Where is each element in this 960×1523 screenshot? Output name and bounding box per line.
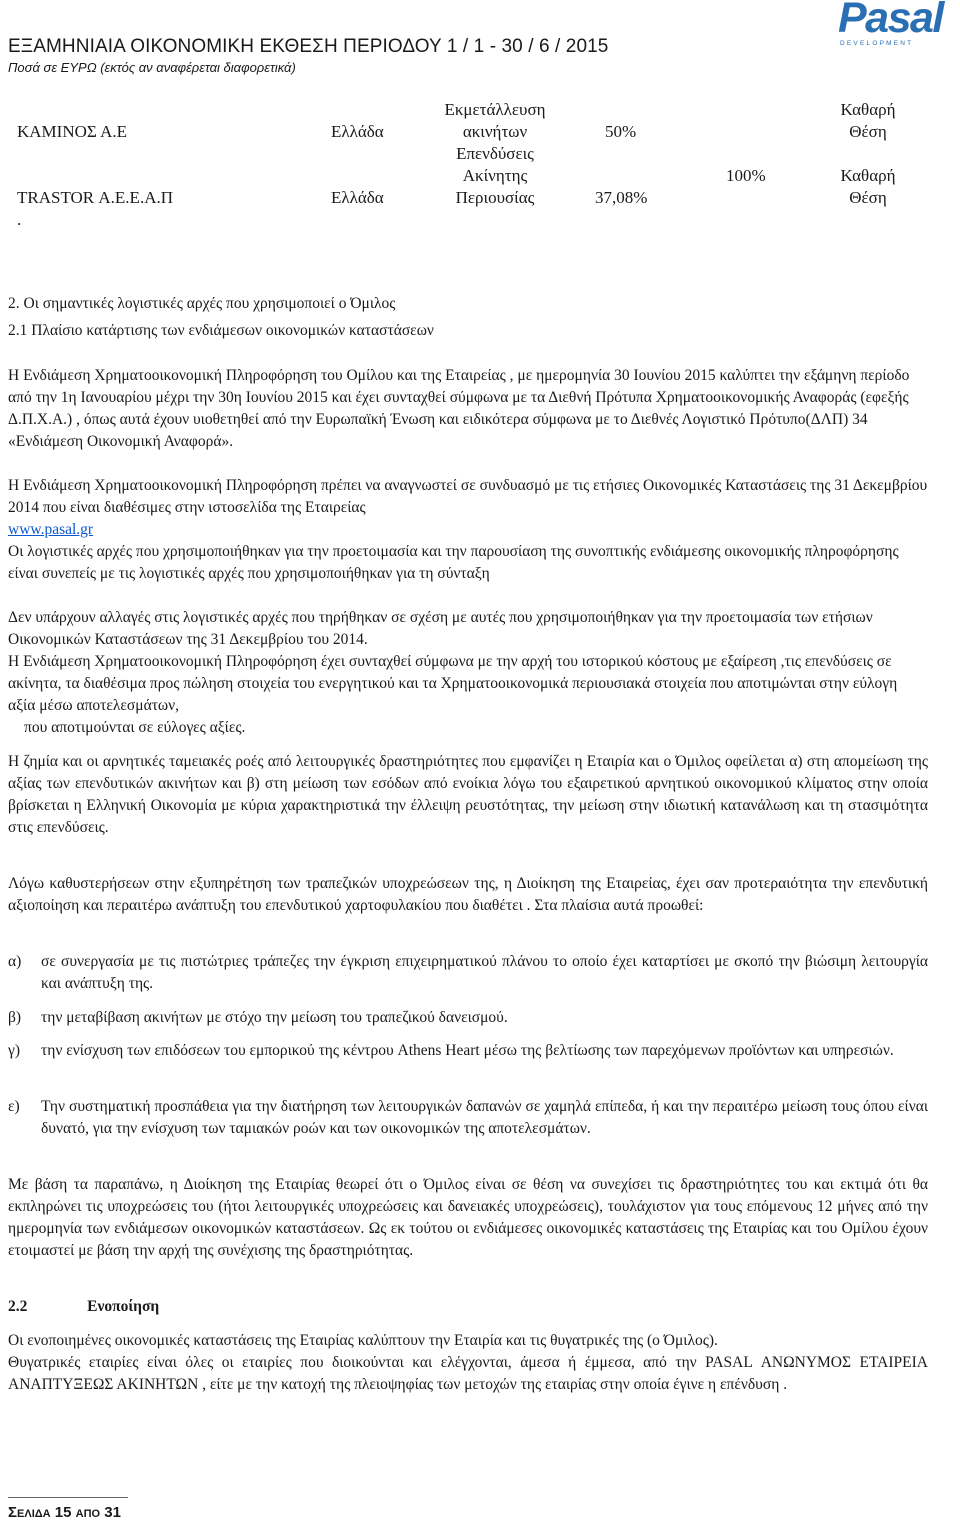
table-cell-activity: Εκμετάλλευση (444, 100, 546, 119)
paragraph-reading-note (8, 475, 928, 541)
report-subtitle: Ποσά σε ΕΥΡΩ (εκτός αν αναφέρεται διαφορετικά) (8, 60, 296, 75)
paragraph-no-changes: Δεν υπάρχουν αλλαγές στις λογιστικές αρχές που τηρήθηκαν σε σχέση με αυτές που χρησιμοποιήθηκαν για την προετοιμασία των ετήσιων Οικονομικών Καταστάσεων της 31 Δεκεμβρίου του 2014. (8, 609, 873, 648)
paragraph-historic-cost-cont: που αποτιμούνται σε εύλογες αξίες. (24, 719, 246, 736)
paragraph-subsidiaries: Θυγατρικές εταιρίες είναι όλες οι εταιρίες που διοικούνται και ελέγχονται, άμεσα ή έμμεσα, από την PASAL ΑΝΩΝΥΜΟΣ ΕΤΑΙΡΕΙΑ ΑΝΑΠΤΥΞΕΩΣ ΑΚΙΝΗΤΩΝ , είτε με την κατοχή της πλειοψηφίας των μετοχών της εταιρίας στην οποία έγινε η επένδυση . (8, 1354, 928, 1393)
list-text: Την συστηματική προσπάθεια για την διατήρηση των λειτουργικών δαπανών σε χαμηλά επίπεδα, ή και την περαιτέρω μείωση τους όπου είναι δυνατό, για την ενίσχυση των ταμιακών ροών και των οικονομικών της αποτελεσμάτων. (41, 1098, 928, 1137)
footer-page-number: 15 (54, 1504, 72, 1521)
footer-word-of: ΑΠΟ (75, 1508, 101, 1520)
paragraph-delays: Λόγω καθυστερήσεων στην εξυπηρέτηση των τραπεζικών υποχρεώσεων της, η Διοίκηση της Εταιρείας, έχει σαν προτεραιότητα την επενδυτική αξιοποίηση και περαιτέρω ανάπτυξη του επενδυτικού χαρτοφυλακίου που διαθέτει . Στα πλαίσια αυτά προωθεί: (8, 875, 928, 914)
table-cell-percent: 37,08% (595, 188, 648, 207)
table-cell-activity: Περιουσίας (455, 188, 535, 207)
table-cell-method: Καθαρή (840, 166, 896, 185)
pasal-logo (838, 0, 943, 52)
footer-total-pages: 31 (104, 1504, 121, 1521)
list-text: την ενίσχυση των επιδόσεων του εμπορικού της κέντρου Athens Heart μέσω της βελτίωσης των παρεχόμενων προϊόντων και υπηρεσιών. (41, 1042, 894, 1059)
footer-word-page: ΕΛΙΔΑ (17, 1508, 51, 1520)
report-title: ΕΞΑΜΗΝΙΑΙΑ ΟΙΚΟΝΟΜΙΚΗ ΕΚΘΕΣΗ ΠΕΡΙΟΔΟΥ 1 / 1 - 30 / 6 / 2015 (8, 36, 609, 57)
paragraph-text: Η Ενδιάμεση Χρηματοοικονομική Πληροφόρηση πρέπει να αναγνωστεί σε συνδυασμό με τις ετήσιες Οικονομικές Καταστάσεις της 31 Δεκεμβρίου 2014 που είναι διαθέσιμες στην ιστοσελίδα της Εταιρείας (8, 477, 928, 516)
list-marker: β) (8, 1009, 22, 1026)
paragraph-interim-info: Η Ενδιάμεση Χρηματοοικονομική Πληροφόρηση του Ομίλου και της Εταιρείας , με ημερομηνία 30 Ιουνίου 2015 καλύπτει την εξάμηνη περίοδο από την 1η Ιανουαρίου μέχρι την 30η Ιουνίου 2015 και έχει συνταχθεί σύμφωνα με τα Διεθνή Πρότυπα Χρηματοοικονομικής Αναφοράς (εφεξής Δ.Π.Χ.Α.) , όπως αυτά έχουν υιοθετηθεί από την Ευρωπαϊκή Ένωση και ειδικότερα σύμφωνα με το Διεθνές Λογιστικό Πρότυπο(ΔΛΠ) 34 «Ενδιάμεση Οικονομική Αναφορά». (8, 367, 910, 450)
page-footer (8, 1504, 121, 1521)
paragraph-historic-cost: Η Ενδιάμεση Χρηματοοικονομική Πληροφόρηση έχει συνταχθεί σύμφωνα με την αρχή του ιστορικού κόστους με εξαίρεση ,τις επενδύσεις σε ακίνητα, τα διαθέσιμα προς πώληση στοιχεία του ενεργητικού και τα Χρηματοοικονομικά περιουσιακά στοιχεία που αποτιμώνται στην εύλογη αξία μέσω αποτελεσμάτων, (8, 653, 898, 714)
logo-wordmark: Pasal (838, 0, 943, 42)
paragraph-accounting-policies: Οι λογιστικές αρχές που χρησιμοποιήθηκαν για την προετοιμασία και την παρουσίαση της συνοπτικής ενδιάμεσης οικονομικής πληροφόρησης είναι συνεπείς με τις λογιστικές αρχές που χρησιμοποιήθηκαν για τη σύνταξη (8, 543, 899, 582)
list-marker: ε) (8, 1098, 20, 1115)
paragraph-going-concern: Με βάση τα παραπάνω, η Διοίκηση της Εταιρίας θεωρεί ότι ο Όμιλος είναι σε θέση να συνεχίσει τις δραστηριότητες του και εκτιμά ότι θα εκπληρώνει τις υποχρεώσεις του (ήτοι λειτουργικές υποχρεώσεις και δανειακές υποχρεώσεις), τουλάχιστον για τους επόμενους 12 μήνες από την ημερομηνία των ενδιάμεσων οικονομικών καταστάσεων. Ως εκ τούτου οι ενδιάμεσες οικονομικές καταστάσεις της Εταιρίας και του Ομίλου έχουν ετοιμαστεί με βάση την αρχή της συνέχισης της δραστηριότητας. (8, 1176, 928, 1259)
subsection-heading: 2.1 Πλαίσιο κατάρτισης των ενδιάμεσων οικονομικών καταστάσεων (8, 322, 434, 339)
table-cell-company: TRASTOR Α.Ε.Ε.Α.Π (17, 188, 173, 207)
section-2-2-heading (8, 1296, 928, 1318)
footer-divider (8, 1497, 128, 1498)
website-link[interactable]: www.pasal.gr (8, 521, 94, 538)
list-text: σε συνεργασία με τις πιστώτριες τράπεζες την έγκριση επιχειρηματικού πλάνου το οποίο έχει καταρτίσει με σκοπό την βιώσιμη λειτουργία και ανάπτυξη της. (41, 953, 928, 992)
section-number: 2.2 (8, 1298, 28, 1315)
table-cell-company: ΚΑΜΙΝΟΣ Α.Ε (17, 122, 128, 141)
table-cell-company-cont: . (17, 210, 22, 229)
list-text: την μεταβίβαση ακινήτων με στόχο την μείωση του τραπεζικού δανεισμού. (41, 1009, 508, 1026)
table-cell-method: Καθαρή (840, 100, 896, 119)
table-cell-activity: Επενδύσεις (456, 144, 534, 163)
list-marker: γ) (8, 1042, 21, 1059)
table-cell-country: Ελλάδα (331, 188, 384, 207)
table-cell-method: Θέση (849, 188, 887, 207)
footer-letter: Σ (8, 1504, 18, 1521)
paragraph-consolidation: Οι ενοποιημένες οικονομικές καταστάσεις της Εταιρίας καλύπτουν την Εταιρία και τις θυγατρικές της (ο Όμιλος). (8, 1332, 718, 1349)
logo-tagline: DEVELOPMENT (840, 40, 914, 47)
table-cell-activity: ακινήτων (462, 122, 528, 141)
table-cell-method: Θέση (849, 122, 887, 141)
section-title: Ενοποίηση (87, 1298, 160, 1315)
table-cell-percent: 50% (605, 122, 637, 141)
table-cell-percent-total: 100% (726, 166, 766, 185)
paragraph-losses: Η ζημία και οι αρνητικές ταμειακές ροές από λειτουργικές δραστηριότητες που εμφανίζει η Εταιρία και ο Όμιλος οφείλεται α) στη απομείωση της αξίας των επενδυτικών ακινήτων και β) στη μείωση των εσόδων από ενοίκια λόγω του εξαιρετικού αρνητικού οικονομικού κλίματος στην οποία βρίσκεται η Ελληνική Οικονομία με κύρια χαρακτηριστικά την έλλειψη ρευστότητας, την μείωση στην ιδιωτική κατανάλωση και τη στασιμότητα στις επενδύσεις. (8, 753, 928, 836)
table-cell-country: Ελλάδα (331, 122, 384, 141)
table-cell-activity: Ακίνητης (462, 166, 528, 185)
section-heading: 2. Οι σημαντικές λογιστικές αρχές που χρησιμοποιεί ο Όμιλος (8, 295, 396, 312)
list-marker: α) (8, 953, 22, 970)
